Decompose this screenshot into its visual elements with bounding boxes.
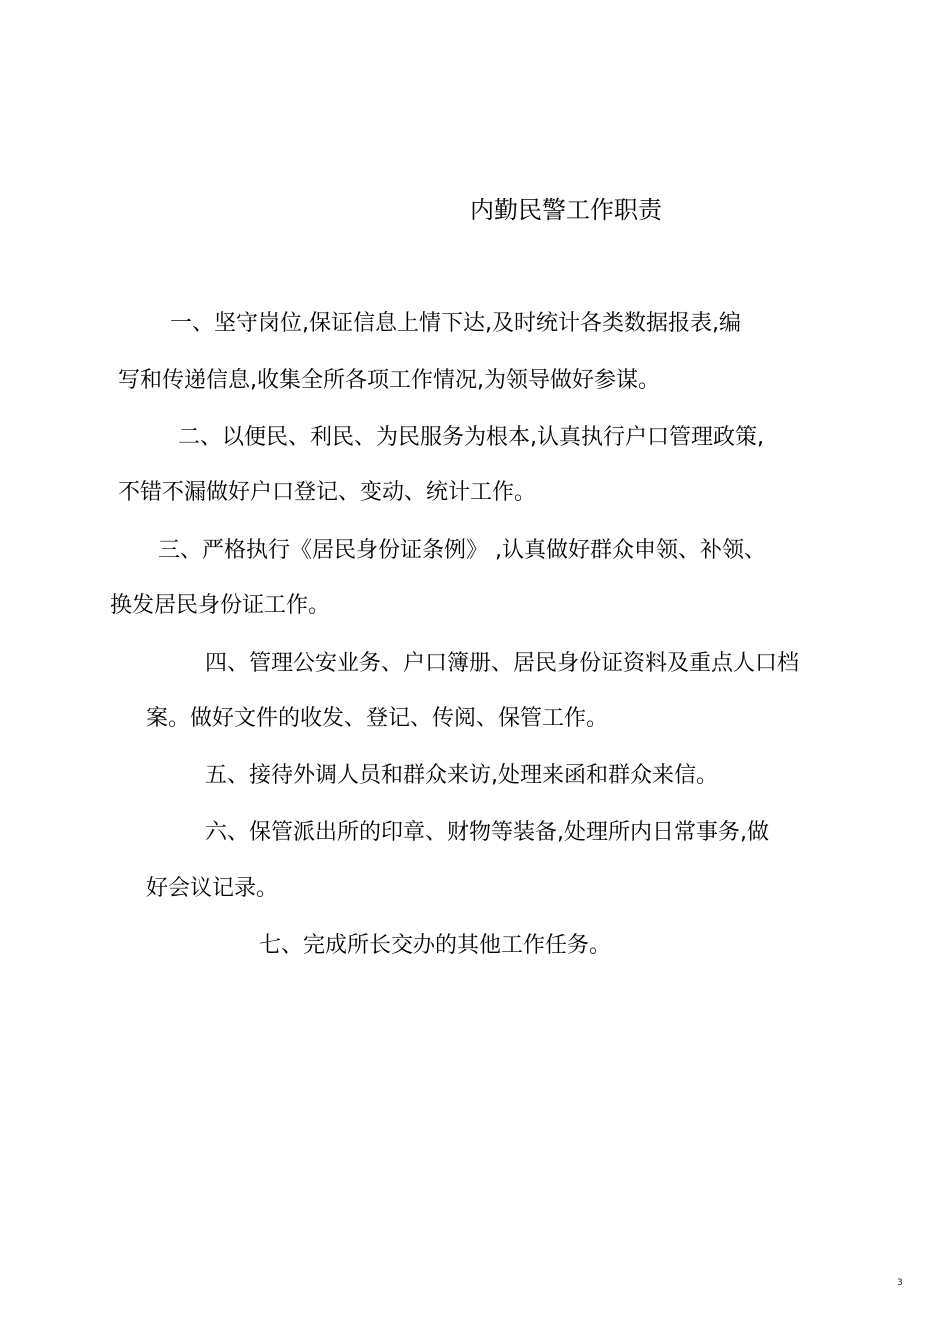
item-1-line-1: 一、坚守岗位,保证信息上情下达,及时统计各类数据报表,编	[170, 311, 741, 336]
item-7-line-1: 七、完成所长交办的其他工作任务。	[259, 933, 612, 958]
item-3-line-1: 三、严格执行《居民身份证条例》 ,认真做好群众申领、补领、	[158, 538, 766, 563]
item-6-line-2: 好会议记录。	[146, 876, 279, 901]
item-6-line-1: 六、保管派出所的印章、财物等装备,处理所内日常事务,做	[205, 820, 769, 845]
item-4-line-1: 四、管理公安业务、户口簿册、居民身份证资料及重点人口档	[205, 651, 800, 676]
item-5-line-1: 五、接待外调人员和群众来访,处理来函和群众来信。	[205, 763, 718, 788]
item-2-line-2: 不错不漏做好户口登记、变动、统计工作。	[118, 480, 537, 505]
item-1-line-2: 写和传递信息,收集全所各项工作情况,为领导做好参谋。	[118, 368, 660, 393]
document-title: 内勤民警工作职责	[470, 196, 662, 224]
item-4-line-2: 案。做好文件的收发、登记、传阅、保管工作。	[146, 706, 609, 731]
item-2-line-1: 二、以便民、利民、为民服务为根本,认真执行户口管理政策,	[178, 425, 764, 450]
item-3-line-2: 换发居民身份证工作。	[110, 593, 331, 618]
page-number: 3	[897, 1278, 903, 1288]
